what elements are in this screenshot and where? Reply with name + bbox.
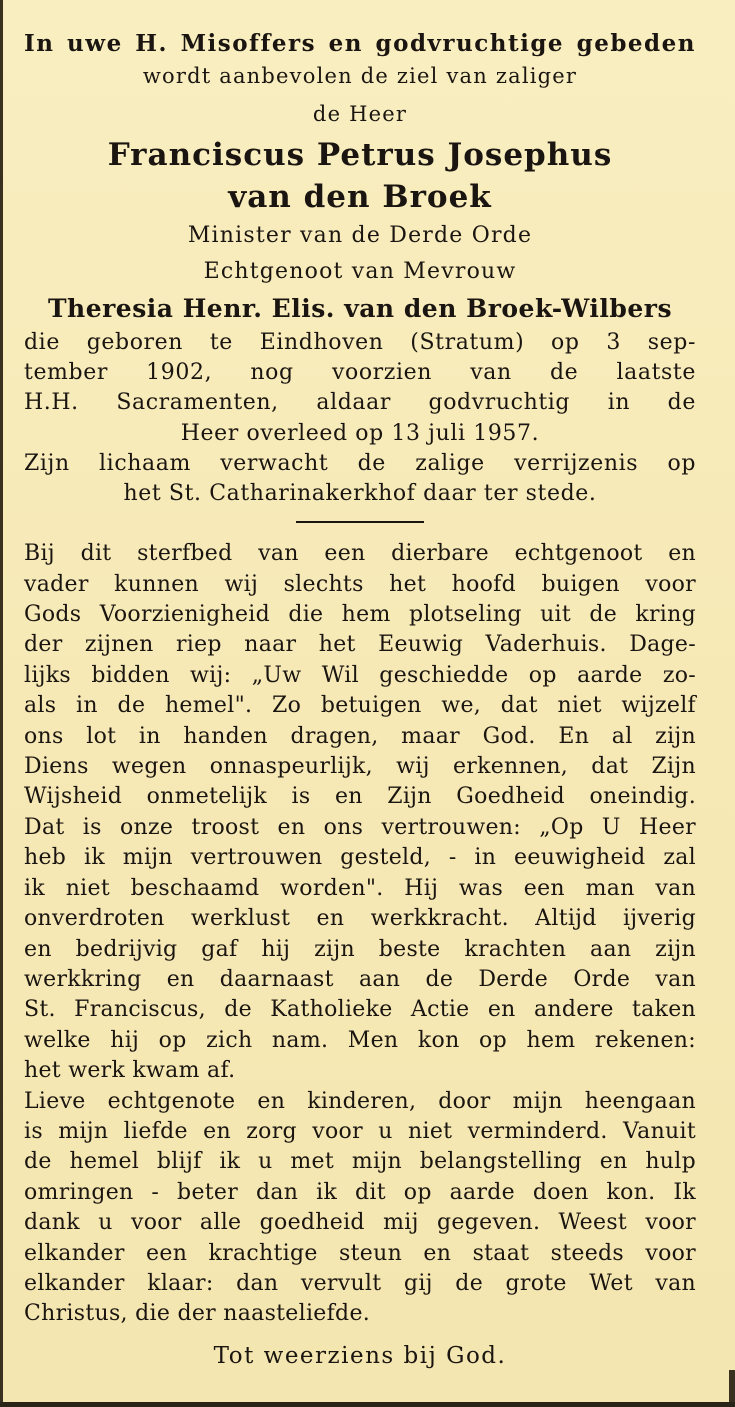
- deceased-first-names: Franciscus Petrus Josephus: [107, 137, 613, 173]
- paragraph-line: elkander een krachtige steun en staat steeds voor: [24, 1240, 696, 1266]
- biography-line: het St. Catharinakerkhof daar ter stede.: [123, 481, 597, 507]
- biography-line: H.H. Sacramenten, aldaar godvruchtig in de: [24, 390, 696, 416]
- paragraph-farewell: [24, 1087, 696, 1330]
- paragraph-line: is mijn liefde en zorg voor u niet verminderd. Vanuit: [24, 1118, 696, 1144]
- spouse-intro: Echtgenoot van Mevrouw: [203, 259, 517, 284]
- paragraph-line: der zijnen riep naar het Eeuwig Vaderhuis. Dage-: [24, 632, 696, 658]
- paragraph-line: elkander klaar: dan vervult gij de grote Wet van: [24, 1270, 696, 1296]
- paragraph-line: werkkring en daarnaast aan de Derde Orde van: [24, 966, 696, 992]
- intro-line-1: In uwe H. Misoffers en godvruchtige gebeden: [24, 30, 696, 57]
- card-text: [24, 28, 696, 1374]
- paragraph-reflection: [24, 539, 696, 1086]
- card-left-edge: [0, 0, 3, 1407]
- biography-line: tember 1902, nog voorzien van de laatste: [24, 360, 696, 386]
- paragraph-line: vader kunnen wij slechts het hoofd buigen voor: [24, 571, 696, 597]
- paragraph-line: onverdroten werklust en werkkracht. Altijd ijverig: [24, 906, 696, 932]
- paragraph-line: ons lot in handen dragen, maar God. En al zijn: [24, 723, 696, 749]
- paragraph-line: St. Franciscus, de Katholieke Actie en andere taken: [24, 997, 696, 1023]
- intro-line-2: wordt aanbevolen de ziel van zaliger: [142, 64, 578, 88]
- paragraph-line: Christus, die der naasteliefde.: [24, 1301, 371, 1327]
- paragraph-line: heb ik mijn vertrouwen gesteld, - in eeuwigheid zal: [24, 845, 696, 871]
- paragraph-line: dank u voor alle goedheid mij gegeven. Weest voor: [24, 1210, 696, 1236]
- biography-line: Heer overleed op 13 juli 1957.: [180, 420, 540, 446]
- deceased-surname: van den Broek: [228, 179, 492, 215]
- paragraph-line: Wijsheid onmetelijk is en Zijn Goedheid oneindig.: [24, 784, 696, 810]
- card-bottom-edge: [0, 1402, 735, 1407]
- biography: [24, 328, 696, 509]
- paragraph-line: lijks bidden wij: „Uw Wil geschiedde op aarde zo-: [24, 662, 696, 688]
- paragraph-line: als in de hemel". Zo betuigen we, dat niet wijzelf: [24, 693, 696, 719]
- paragraph-line: de hemel blijf ik u met mijn belangstelling en hulp: [24, 1149, 696, 1175]
- section-divider: [296, 521, 424, 523]
- biography-line: die geboren te Eindhoven (Stratum) op 3 sep-: [24, 330, 696, 355]
- honorific: de Heer: [312, 102, 408, 126]
- paragraph-line: Dat is onze troost en ons vertrouwen: „Op U Heer: [24, 814, 696, 840]
- deceased-role: Minister van de Derde Orde: [187, 223, 533, 248]
- paragraph-line: Lieve echtgenote en kinderen, door mijn heengaan: [24, 1088, 696, 1114]
- paragraph-line: omringen - beter dan ik dit op aarde doen kon. Ik: [24, 1179, 696, 1205]
- paragraph-line: Gods Voorzienigheid die hem plotseling uit de kring: [24, 602, 696, 628]
- paragraph-line: Diens wegen onnaspeurlijk, wij erkennen, dat Zijn: [24, 754, 696, 780]
- paragraph-line: en bedrijvig gaf hij zijn beste krachten aan zijn: [24, 936, 696, 962]
- paragraph-line: het werk kwam af.: [24, 1058, 236, 1084]
- paragraph-line: Bij dit sterfbed van een dierbare echtgenoot en: [24, 541, 696, 567]
- spouse-name: Theresia Henr. Elis. van den Broek-Wilbers: [47, 294, 673, 323]
- closing-line: Tot weerziens bij God.: [213, 1342, 507, 1369]
- paragraph-line: welke hij op zich nam. Men kon op hem rekenen:: [24, 1027, 696, 1053]
- biography-line: Zijn lichaam verwacht de zalige verrijzenis op: [24, 450, 696, 476]
- paragraph-line: ik niet beschaamd worden". Hij was een man van: [24, 875, 696, 901]
